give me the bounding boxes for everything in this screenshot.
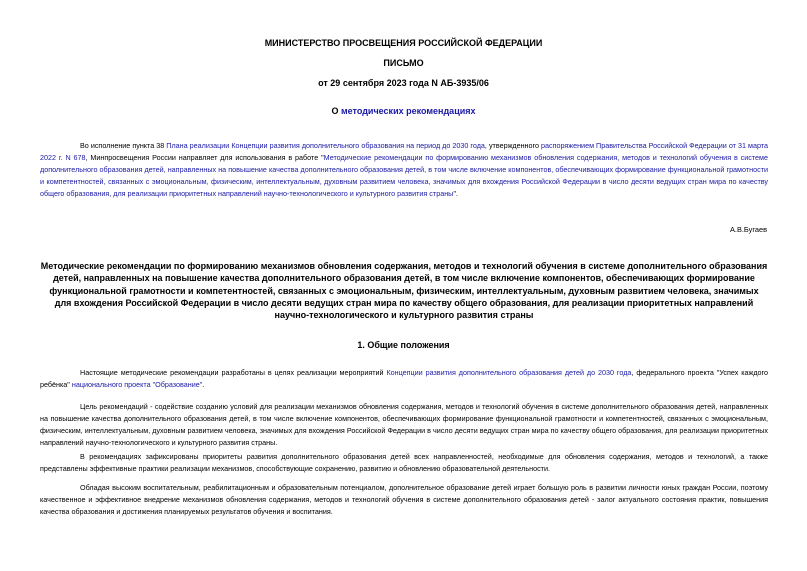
subject-link[interactable]: методических рекомендациях <box>340 106 476 116</box>
recommendations-link[interactable]: Методические рекомендации по формированию механизмов обновления содержания, методов и технологий обучения в системе дополнительного образования детей, направленных на повышение качества дополнительного образования детей, в том числе включение компонентов, обеспечивающих формирование функциональной грамотности и компетентностей, связанных с эмоциональным, физическим, интеллектуальным, духовным развитием человека, значимых для вхождения Российской Федерации в число десяти ведущих стран мира по качеству общего образования, для реализации приоритетных направлений научно-технологического и культурного развития страны <box>40 153 768 198</box>
subject-prefix: О <box>331 106 341 116</box>
signature: А.В.Бугаев <box>729 225 767 234</box>
section-title: 1. Общие положения <box>357 340 450 350</box>
date-and-number: от 29 сентября 2023 года N АБ-3935/06 <box>318 78 489 88</box>
paragraph-4: Обладая высоким воспитательным, реабилитационным и образовательным потенциалом, дополнительное образование детей играет большую роль в развитии личности юных граждан России, поэтому качественное и эффективное внедрение механизмов обновления содержания, методов и технологий обучения в системе дополнительного образования детей - залог актуального состояния практик, повышения качества образования и достижения планируемых результатов обучения и воспитания. <box>40 483 768 516</box>
paragraph-2: Цель рекомендаций - содействие созданию условий для реализации механизмов обновления содержания, методов и технологий обучения в системе дополнительного образования детей, направленных на повышение качества дополнительного образования детей, в том числе включение компонентов, обеспечивающих формирование функциональной грамотности и компетентностей, связанных с эмоциональным, физическим, интеллектуальным, духовным развитием человека, значимых для вхождения Российской Федерации в число десяти ведущих стран мира по качеству общего образования, для реализации приоритетных направлений научно-технологического и культурного развития страны. <box>40 402 768 447</box>
subject-line <box>0 106 807 116</box>
ministry-heading: МИНИСТЕРСТВО ПРОСВЕЩЕНИЯ РОССИЙСКОЙ ФЕДЕРАЦИИ <box>264 38 543 48</box>
p1-text-3: . <box>202 380 205 389</box>
intro-text-2: , утвержденного <box>484 141 541 150</box>
p1-text-2: , федерального проекта "Успех каждого ребёнка" <box>40 368 769 389</box>
plan-link[interactable]: Плана реализации Концепции развития дополнительного образования на период до 2030 года <box>166 141 485 150</box>
national-project-link[interactable]: национального проекта "Образование" <box>71 380 203 389</box>
intro-text-4: ". <box>453 189 458 198</box>
intro-text-3: , Минпросвещения России направляет для использования в работе " <box>85 153 324 162</box>
document-type: ПИСЬМО <box>383 58 424 68</box>
recommendations-title: Методические рекомендации по формированию механизмов обновления содержания, методов и технологий обучения в системе дополнительного образования детей, направленных на повышение качества дополнительного образования детей, в том числе включение компонентов, обеспечивающих формирование функциональной грамотности и компетентностей, связанных с эмоциональным, физическим, интеллектуальным, духовным развитием человека, значимых для вхождения Российской Федерации в число десяти ведущих стран мира по качеству общего образования, для реализации приоритетных направлений научно-технологического и культурного развития страны <box>40 261 768 321</box>
paragraph-3: В рекомендациях зафиксированы приоритеты развития дополнительного образования детей всех направленностей, необходимые для обновления содержания, методов и технологий, а также представлены эффективные практики реализации механизмов, способствующие сохранению, развитию и обновлению образовательной деятельности. <box>40 452 768 473</box>
intro-paragraph <box>40 140 768 200</box>
government-order-link[interactable]: распоряжением Правительства Российской Федерации от 31 марта 2022 г. N 678 <box>40 141 768 162</box>
concept-link[interactable]: Концепции развития дополнительного образования детей до 2030 года <box>386 368 632 377</box>
intro-text-1: Во исполнение пункта 38 <box>80 141 167 150</box>
paragraph-1 <box>40 367 768 391</box>
p1-text-1: Настоящие методические рекомендации разработаны в целях реализации мероприятий <box>80 368 387 377</box>
